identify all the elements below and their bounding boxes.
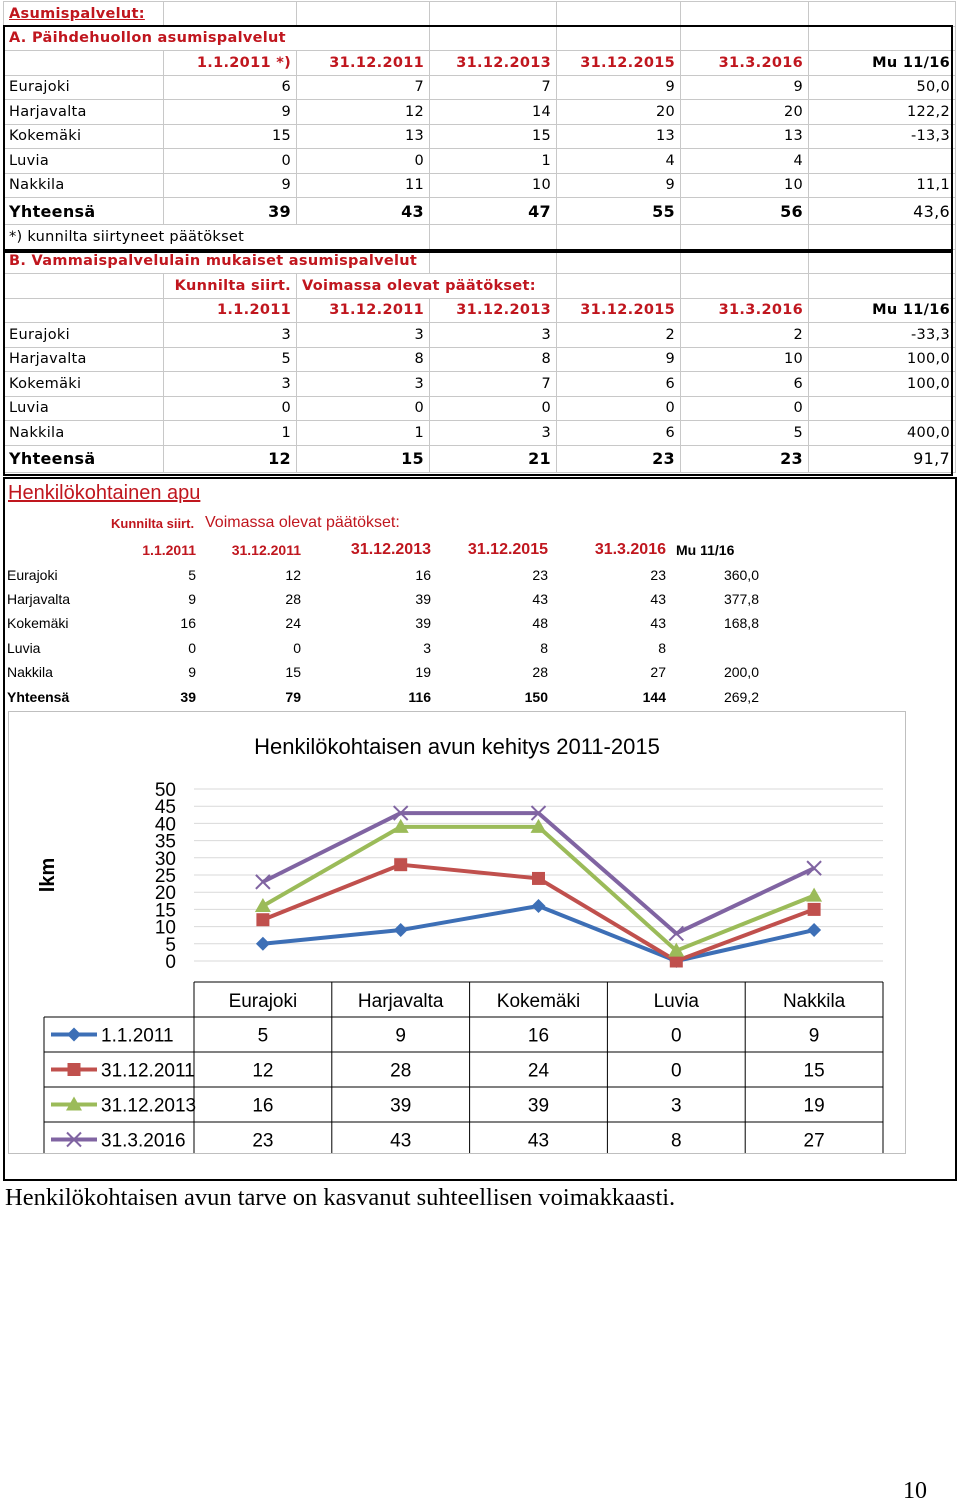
table-cell: 0 (297, 396, 430, 421)
table-row (4, 323, 956, 348)
x-category-label: Kokemäki (496, 991, 581, 1012)
table-cell (672, 636, 765, 660)
table-cell: 21 (430, 445, 557, 472)
table-cell: 39 (415, 615, 431, 632)
table-cell: 48 (532, 615, 548, 632)
table-cell: 0 (164, 396, 297, 421)
table-cell: 43 (297, 198, 430, 225)
table-cell: 14 (430, 100, 557, 125)
table-row (4, 173, 956, 198)
table-cell: 144 (642, 688, 666, 705)
table-row (5, 587, 765, 611)
row-label: Yhteensä (7, 688, 70, 705)
table-cell: 8 (540, 639, 548, 656)
table-cell: 9 (557, 75, 681, 100)
data-point (807, 923, 821, 937)
table-row (4, 75, 956, 100)
table-cell: 28 (285, 590, 301, 607)
table-cell: 20 (557, 100, 681, 125)
personal-assistance-table (5, 538, 765, 709)
data-point (532, 872, 545, 885)
table-cell: 6 (164, 75, 297, 100)
table-cell: 20 (681, 100, 809, 125)
column-header: Mu 11/16 (809, 51, 956, 76)
summary-text: Henkilökohtaisen avun tarve on kasvanut suhteellisen voimakkaasti. (5, 1184, 676, 1211)
table-cell: 23 (532, 566, 548, 583)
row-label: Yhteensä (4, 445, 164, 472)
table-cell: 7 (430, 372, 557, 397)
column-header: 1.1.2011 *) (164, 51, 297, 76)
row-label: Nakkila (7, 664, 53, 681)
section-c-header-row (5, 538, 765, 562)
table-row (5, 562, 765, 586)
table-cell: 11 (297, 173, 430, 198)
column-header: 31.12.2013 (350, 541, 431, 559)
table-cell: 24 (285, 615, 301, 632)
table-cell: 0 (188, 639, 196, 656)
valid-decisions-label: Voimassa olevat päätökset: (205, 514, 400, 531)
table-cell: 1 (164, 421, 297, 446)
column-header: 31.12.2011 (297, 298, 430, 323)
table-cell: 200,0 (723, 664, 759, 681)
table-row (4, 149, 956, 174)
footnote: *) kunnilta siirtyneet päätökset (4, 225, 430, 250)
table-cell: 0 (164, 149, 297, 174)
data-table-value: 15 (803, 1060, 825, 1082)
table-cell: 3 (430, 323, 557, 348)
table-cell: 43 (650, 590, 666, 607)
table-cell: 4 (557, 149, 681, 174)
section-c-title: Henkilökohtainen apu (8, 482, 201, 504)
transfer-label: Kunnilta siirt. (111, 516, 195, 531)
column-header: 31.12.2015 (557, 51, 681, 76)
data-point (394, 858, 407, 871)
row-label: Harjavalta (7, 590, 71, 607)
row-label: Kokemäki (7, 615, 69, 632)
table-cell: 12 (164, 445, 297, 472)
table-cell: 8 (297, 347, 430, 372)
column-header: Mu 11/16 (676, 542, 735, 559)
row-label: Nakkila (4, 173, 164, 198)
table-cell: 2 (681, 323, 809, 348)
y-tick-label: 40 (154, 814, 176, 836)
table-cell: 19 (415, 664, 431, 681)
table-cell: 1 (297, 421, 430, 446)
page-title: Asumispalvelut: (4, 2, 164, 27)
table-cell: 39 (164, 198, 297, 225)
table-cell: 23 (681, 445, 809, 472)
table-cell: 27 (650, 664, 666, 681)
data-table-value: 28 (390, 1060, 412, 1082)
column-header: Mu 11/16 (809, 298, 956, 323)
table-cell: 28 (532, 664, 548, 681)
table-cell: 15 (285, 664, 301, 681)
total-row (4, 445, 956, 472)
x-category-label: Luvia (653, 991, 700, 1012)
table-row (5, 660, 765, 684)
table-cell: 12 (285, 566, 301, 583)
table-cell: 8 (658, 639, 666, 656)
table-cell: 9 (164, 173, 297, 198)
transfer-label: Kunnilta siirt. (164, 274, 297, 299)
row-label: Eurajoki (4, 75, 164, 100)
table-cell: 0 (430, 396, 557, 421)
table-cell: 23 (650, 566, 666, 583)
table-cell: 15 (164, 124, 297, 149)
table-cell: 9 (557, 173, 681, 198)
total-row (4, 198, 956, 225)
column-header: 31.12.2011 (297, 51, 430, 76)
table-cell: 6 (681, 372, 809, 397)
data-table-value: 19 (803, 1095, 825, 1117)
table-cell: 0 (293, 639, 301, 656)
table-cell: 269,2 (723, 688, 759, 705)
data-table-value: 23 (252, 1130, 274, 1152)
table-cell: 39 (180, 688, 196, 705)
table-cell: 122,2 (809, 100, 956, 125)
legend-label: 1.1.2011 (101, 1025, 174, 1047)
row-label: Harjavalta (4, 347, 164, 372)
table-cell: 15 (297, 445, 430, 472)
data-table-value: 0 (671, 1025, 682, 1047)
table-row (4, 347, 956, 372)
data-point (256, 913, 269, 926)
data-table-value: 3 (671, 1095, 682, 1117)
table-cell: 400,0 (809, 421, 956, 446)
valid-decisions-label: Voimassa olevat päätökset: (297, 274, 557, 299)
table-cell: 4 (681, 149, 809, 174)
column-header: 1.1.2011 (142, 542, 196, 559)
table-cell: 9 (557, 347, 681, 372)
table-cell: 16 (415, 566, 431, 583)
data-table-value: 5 (257, 1025, 269, 1047)
series-line (263, 906, 814, 961)
column-header: 31.12.2011 (231, 542, 301, 559)
column-header: 31.12.2015 (557, 298, 681, 323)
data-table-value: 9 (808, 1025, 820, 1047)
table-cell (809, 396, 956, 421)
data-point (256, 937, 270, 951)
table-cell: 8 (430, 347, 557, 372)
table-cell: 3 (430, 421, 557, 446)
data-table-value: 16 (252, 1095, 274, 1117)
table-cell: 3 (423, 639, 431, 656)
table-cell: 13 (681, 124, 809, 149)
table-cell: -33,3 (809, 323, 956, 348)
row-label: Luvia (4, 149, 164, 174)
row-label: Luvia (7, 639, 41, 656)
y-tick-label: 20 (154, 883, 176, 905)
y-tick-label: 45 (154, 797, 176, 819)
y-tick-label: 5 (165, 934, 176, 956)
table-cell: 43,6 (809, 198, 956, 225)
column-header: 31.3.2016 (681, 298, 809, 323)
y-axis-label: lkm (37, 857, 59, 893)
table-row (4, 421, 956, 446)
row-label: Nakkila (4, 421, 164, 446)
table-cell: 47 (430, 198, 557, 225)
table-cell: 3 (297, 372, 430, 397)
table-cell: 3 (164, 372, 297, 397)
data-point (394, 923, 408, 937)
table-cell: 9 (188, 590, 196, 607)
table-cell: 43 (532, 590, 548, 607)
table-cell: 7 (430, 75, 557, 100)
section-b-title: B. Vammaispalvelulain mukaiset asumispalvelut (4, 249, 430, 274)
table-cell: 56 (681, 198, 809, 225)
table-cell: 13 (557, 124, 681, 149)
section-a-title: A. Päihdehuollon asumispalvelut (4, 26, 430, 51)
table-cell: 150 (524, 688, 548, 705)
table-cell: 5 (681, 421, 809, 446)
row-label: Harjavalta (4, 100, 164, 125)
table-cell: 0 (297, 149, 430, 174)
table-row (4, 124, 956, 149)
data-point (532, 899, 546, 913)
table-cell: 23 (557, 445, 681, 472)
table-cell: 16 (180, 615, 196, 632)
y-tick-label: 0 (165, 952, 176, 973)
table-cell: 9 (681, 75, 809, 100)
table-cell: 3 (164, 323, 297, 348)
y-tick-label: 15 (154, 900, 176, 922)
table-row (5, 611, 765, 635)
table-cell: 55 (557, 198, 681, 225)
row-label: Luvia (4, 396, 164, 421)
data-table-value: 39 (390, 1095, 412, 1117)
table-cell (809, 149, 956, 174)
table-cell: 5 (164, 347, 297, 372)
table-cell: 10 (681, 347, 809, 372)
data-table-value: 12 (252, 1060, 274, 1082)
y-tick-label: 10 (154, 917, 176, 939)
table-cell: 116 (408, 688, 431, 705)
table-cell: 5 (188, 566, 196, 583)
y-tick-label: 25 (154, 866, 176, 887)
data-table-value: 24 (527, 1060, 550, 1082)
row-label: Kokemäki (4, 124, 164, 149)
table-cell: 91,7 (809, 445, 956, 472)
table-cell: 39 (415, 590, 431, 607)
legend-label: 31.12.2013 (101, 1095, 197, 1117)
table-cell: 50,0 (809, 75, 956, 100)
table-cell: 100,0 (809, 372, 956, 397)
chart-title: Henkilökohtaisen avun kehitys 2011-2015 (254, 734, 660, 759)
table-cell: -13,3 (809, 124, 956, 149)
table-cell: 6 (557, 372, 681, 397)
table-cell: 100,0 (809, 347, 956, 372)
column-header: 31.12.2013 (430, 51, 557, 76)
row-label: Yhteensä (4, 198, 164, 225)
y-tick-label: 35 (154, 831, 176, 853)
section-b-header-row (4, 298, 956, 323)
row-label: Kokemäki (4, 372, 164, 397)
column-header: 31.12.2015 (467, 541, 548, 559)
legend-key-marker (67, 1028, 81, 1042)
table-cell: 12 (297, 100, 430, 125)
legend-label: 31.3.2016 (101, 1130, 186, 1152)
data-point (806, 888, 822, 902)
table-cell: 6 (557, 421, 681, 446)
data-table-value: 9 (395, 1025, 406, 1047)
data-point (808, 903, 821, 916)
data-table-value: 39 (527, 1095, 550, 1117)
table-cell: 377,8 (723, 590, 759, 607)
row-label: Eurajoki (4, 323, 164, 348)
table-cell: 2 (557, 323, 681, 348)
data-table-value: 16 (527, 1025, 550, 1047)
line-chart (9, 712, 905, 1153)
data-table-value: 27 (803, 1130, 825, 1152)
total-row (5, 684, 765, 708)
table-cell: 43 (650, 615, 666, 632)
x-category-label: Harjavalta (357, 991, 444, 1012)
column-header: 31.3.2016 (594, 541, 666, 559)
table-cell: 10 (681, 173, 809, 198)
row-label: Eurajoki (7, 566, 58, 583)
column-header: 1.1.2011 (164, 298, 297, 323)
table-cell: 13 (297, 124, 430, 149)
y-tick-label: 50 (154, 780, 176, 801)
x-category-label: Eurajoki (228, 991, 298, 1012)
data-table-value: 43 (527, 1130, 550, 1152)
table-cell: 3 (297, 323, 430, 348)
table-cell: 10 (430, 173, 557, 198)
housing-services-table (3, 1, 956, 473)
table-cell: 79 (285, 688, 301, 705)
chart-container (8, 711, 906, 1154)
table-cell: 7 (297, 75, 430, 100)
table-cell: 11,1 (809, 173, 956, 198)
table-cell: 0 (681, 396, 809, 421)
y-tick-label: 30 (154, 848, 176, 870)
column-header: 31.3.2016 (681, 51, 809, 76)
table-row (5, 636, 765, 660)
table-cell: 1 (430, 149, 557, 174)
data-table-value: 43 (390, 1130, 412, 1152)
table-cell: 15 (430, 124, 557, 149)
table-cell: 168,8 (723, 615, 759, 632)
table-cell: 360,0 (723, 566, 759, 583)
table-row (4, 100, 956, 125)
page-number: 10 (903, 1478, 927, 1504)
legend-label: 31.12.2011 (101, 1060, 195, 1082)
table-cell: 9 (188, 664, 196, 681)
table-row (4, 396, 956, 421)
table-cell: 9 (164, 100, 297, 125)
data-table-value: 0 (671, 1060, 682, 1082)
table-cell: 0 (557, 396, 681, 421)
data-table-value: 8 (671, 1130, 682, 1152)
column-header: 31.12.2013 (430, 298, 557, 323)
table-row (4, 372, 956, 397)
x-category-label: Nakkila (782, 991, 846, 1012)
legend-key-marker (68, 1063, 81, 1076)
section-a-header-row (4, 51, 956, 76)
